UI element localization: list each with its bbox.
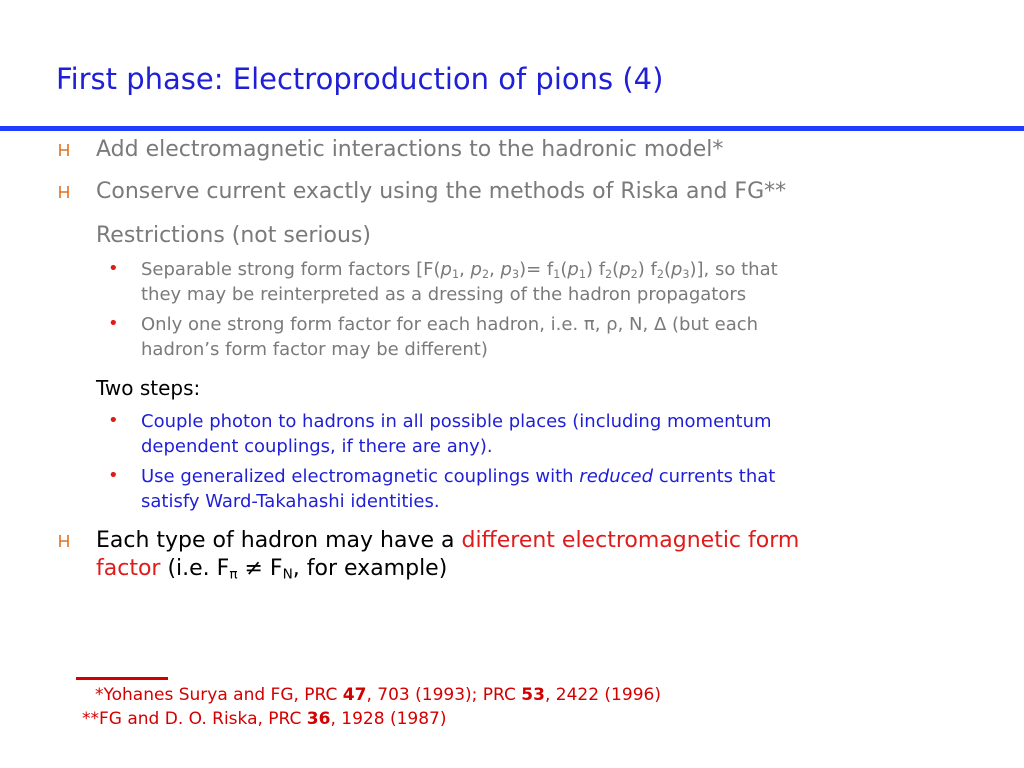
footnote-2: **FG and D. O. Riska, PRC 36, 1928 (1987) bbox=[82, 709, 447, 729]
sub-bullet-one-form-factor-line2: hadron’s form factor may be different) bbox=[141, 339, 488, 360]
bullet-hadron-form-factor-line2: factor (i.e. $F_\pi \ne F_N$, for example) bbox=[96, 556, 448, 583]
bullet-hadron-form-factor-line1: Each type of hadron may have a different electromagnetic form bbox=[96, 528, 800, 553]
bullet-conserve-current: Conserve current exactly using the methods of Riska and FG** bbox=[96, 179, 787, 204]
footnote-1: *Yohanes Surya and FG, PRC 47, 703 (1993); PRC 53, 2422 (1996) bbox=[95, 685, 661, 705]
sub-bullet-dot: • bbox=[108, 465, 119, 486]
h-bullet-icon bbox=[58, 534, 70, 548]
h-bullet-icon bbox=[58, 143, 70, 157]
sub-bullet-dot: • bbox=[108, 258, 119, 279]
sub-bullet-dot: • bbox=[108, 313, 119, 334]
step-couple-photon-line1: Couple photon to hadrons in all possible places (including momentum bbox=[141, 411, 772, 432]
sub-bullet-dot: • bbox=[108, 410, 119, 431]
h-bullet-icon bbox=[58, 185, 70, 199]
sub-bullet-one-form-factor-line1: Only one strong form factor for each hadron, i.e. π, ρ, N, Δ (but each bbox=[141, 314, 759, 335]
step-couple-photon-line2: dependent couplings, if there are any). bbox=[141, 436, 493, 457]
sub-bullet-separable-line2: they may be reinterpreted as a dressing of the hadron propagators bbox=[141, 284, 747, 305]
footnote-divider bbox=[76, 677, 168, 680]
step-generalized-couplings-line2: satisfy Ward-Takahashi identities. bbox=[141, 491, 440, 512]
step-generalized-couplings-line1: Use generalized electromagnetic couplings with reduced currents that bbox=[141, 466, 776, 487]
two-steps-heading: Two steps: bbox=[96, 376, 201, 400]
sub-bullet-separable-line1: Separable strong form factors [$F(p_1$, $p_2$, $p_3)= f_1(p_1)$ $f_2(p_2)$ $f_2(p_3)$], so that bbox=[141, 259, 778, 281]
restrictions-heading: Restrictions (not serious) bbox=[96, 223, 371, 248]
title-divider bbox=[0, 126, 1024, 131]
bullet-add-em-interactions: Add electromagnetic interactions to the hadronic model* bbox=[96, 137, 724, 162]
slide-title: First phase: Electroproduction of pions (4) bbox=[56, 62, 664, 96]
